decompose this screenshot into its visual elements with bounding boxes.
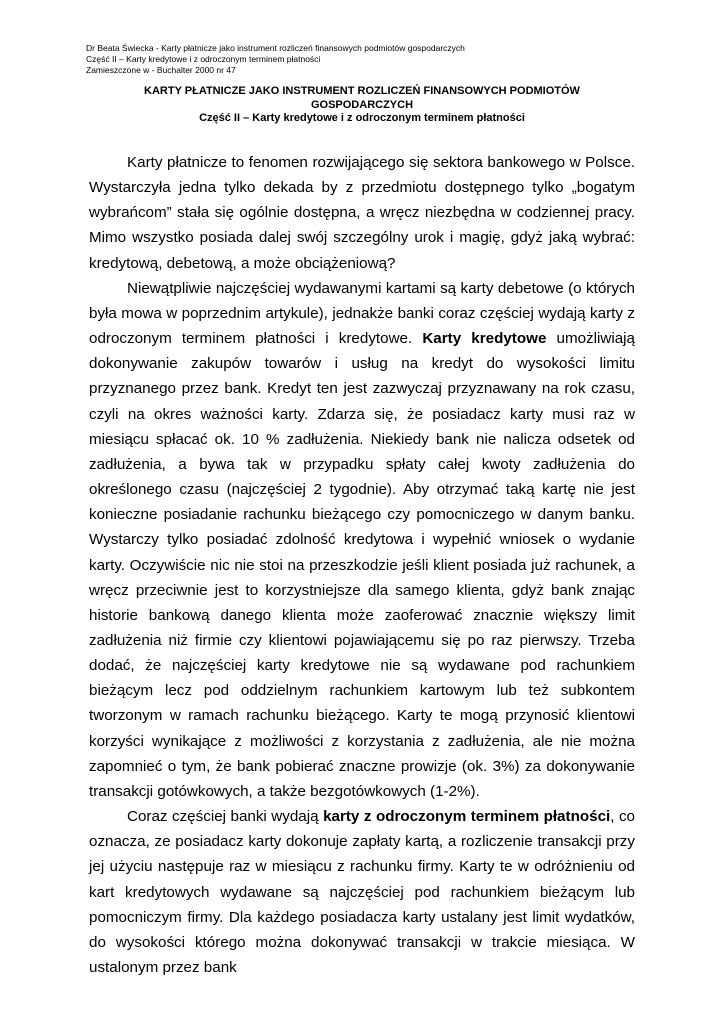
- document-body: [89, 150, 635, 980]
- paragraph-text: , co oznacza, ze posiadacz karty dokonuje zapłaty kartą, a rozliczenie transakcji przy jej użyciu następuje raz w miesiącu z rachunku firmy. Karty te w odróżnieniu od kart kredytowych wydawane są najczęściej pod rachunkiem bieżącym lub pomocniczym firmy. Dla każdego posiadacza karty ustalany jest limit wydatków, do wysokości którego można dokonywać transakcji w trakcie miesiąca. W ustalonym przez bank: [89, 808, 635, 976]
- paragraph-credit-cards: [89, 276, 635, 804]
- bold-term-deferred-cards: karty z odroczonym terminem płatności: [323, 808, 611, 826]
- subtitle: Część II – Karty kredytowe i z odroczonym terminem płatności: [199, 112, 525, 124]
- paragraph-deferred-cards: [89, 804, 635, 980]
- running-header: [86, 43, 646, 77]
- paragraph-text: umożliwiają dokonywanie zakupów towarów i usług na kredyt do wysokości limitu przyznanego przez bank. Kredyt ten jest zazwyczaj przyznawany na rok czasu, czyli na okres ważności karty. Zdarza się, że posiadacz karty musi raz w miesiącu spłacać ok. 10 % zadłużenia. Niekiedy bank nie nalicza odsetek od zadłużenia, a bywa tak w przypadku spłaty całej kwoty zadłużenia do określonego czasu (najczęściej 2 tygodnie). Aby otrzymać taką kartę nie jest konieczne posiadanie rachunku bieżącego czy pomocniczego w danym banku. Wystarczy tylko posiadać zdolność kredytowa i wypełnić wniosek o wydanie karty. Oczywiście nic nie stoi na przeszkodzie jeśli klient posiada już rachunek, a wręcz przeciwnie jest to korzystniejsze dla samego klienta, gdyż bank znając historie bankową danego klienta może zaoferować znacznie większy limit zadłużenia niż firmie czy klientowi pojawiającemu się po raz pierwszy. Trzeba dodać, że najczęściej karty kredytowe nie są wydawane pod rachunkiem bieżącym lecz pod oddzielnym rachunkiem kartowym lub też subkontem tworzonym w ramach rachunku bieżącego. Karty te mogą przynosić klientowi korzyści wynikające z możliwości z korzystania z zadłużenia, ale nie można zapomnieć o tym, że bank pobierać znaczne prowizje (ok. 3%) za dokonywanie transakcji gotówkowych, a także bezgotówkowych (1-2%).: [89, 330, 635, 800]
- header-author-line: Dr Beata Świecka - Karty płatnicze jako instrument rozliczeń finansowych podmiotów gospodarczych: [86, 43, 465, 53]
- title-line-1: KARTY PŁATNICZE JAKO INSTRUMENT ROZLICZEŃ FINANSOWYCH PODMIOTÓW: [144, 85, 580, 97]
- paragraph-text: Niewątpliwie najczęściej wydawanymi kartami są karty debetowe (o których była mowa w poprzednim artykule), jednakże banki coraz częściej wydają karty z odroczonym terminem płatności i kredytowe.: [89, 279, 635, 348]
- title-line-2: GOSPODARCZYCH: [310, 98, 414, 111]
- header-part-line: Część II – Karty kredytowe i z odroczonym terminem płatności: [86, 54, 321, 65]
- document-title: [86, 85, 638, 126]
- paragraph-text: Coraz częściej banki wydają: [127, 808, 324, 826]
- bold-term-credit-cards: Karty kredytowe: [422, 330, 547, 348]
- paragraph-intro: Karty płatnicze to fenomen rozwijającego się sektora bankowego w Polsce. Wystarczyła jedna tylko dekada by z przedmiotu dostępnego tylko „bogatym wybrańcom” stała się ogólnie dostępna, a wręcz niezbędna w codziennej pracy. Mimo wszystko posiada dalej swój szczególny urok i magię, gdyż jaką wybrać: kredytową, debetową, a może obciążeniową?: [89, 154, 635, 272]
- header-source-line: Zamieszczone w - Buchalter 2000 nr 47: [86, 65, 236, 76]
